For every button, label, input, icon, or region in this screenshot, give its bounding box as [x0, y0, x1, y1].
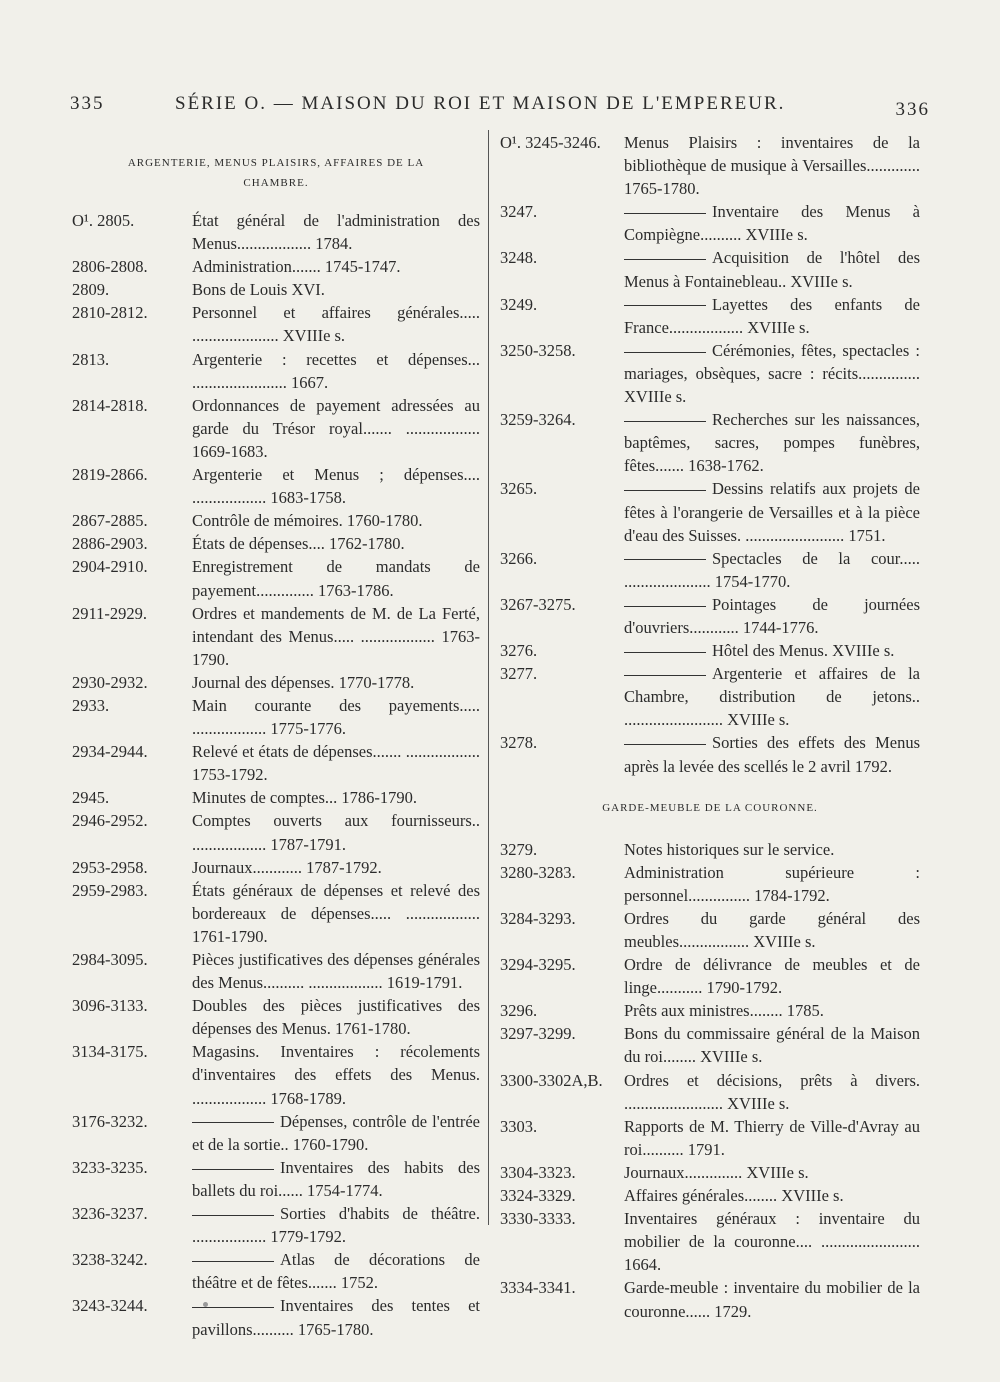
entry-description — [192, 278, 480, 301]
inventory-entry — [500, 1161, 920, 1184]
right-column — [500, 131, 920, 1323]
inventory-entry — [500, 861, 920, 907]
entry-code: 3294-3295. — [500, 955, 576, 975]
entry-description — [624, 293, 920, 339]
inventory-entry — [72, 509, 480, 532]
entry-text: Garde-meuble : inventaire du mobilier de la couronne...... 1729. — [624, 1278, 920, 1321]
entry-text: États de dépenses.... 1762-1780. — [192, 534, 405, 554]
ditto-dash — [192, 1307, 274, 1308]
entry-text: Journaux.............. XVIIIe s. — [624, 1162, 809, 1182]
entry-code: 3259-3264. — [500, 410, 576, 430]
entry-description — [192, 694, 480, 740]
entry-text: Ordre de délivrance de meubles et de linge........... 1790-1792. — [624, 955, 920, 998]
inventory-entry — [72, 278, 480, 301]
ditto-dash — [624, 259, 706, 260]
ditto-dash — [624, 559, 706, 560]
inventory-entry — [500, 547, 920, 593]
entry-description — [624, 1115, 920, 1161]
inventory-entry — [500, 246, 920, 292]
entry-text: Inventaires des tentes et pavillons.......... 1765-1780. — [192, 1296, 480, 1339]
entry-code: 3303. — [500, 1116, 538, 1136]
entry-description — [192, 602, 480, 671]
entry-text: Contrôle de mémoires. 1760-1780. — [192, 511, 423, 531]
page-header — [70, 93, 930, 121]
entry-text: Ordres et mandements de M. de La Ferté, intendant des Menus..... .................. 1763-1790. — [192, 603, 480, 669]
entry-text: Comptes ouverts aux fournisseurs.. .................. 1787-1791. — [192, 811, 480, 854]
entry-code: 2806-2808. — [72, 257, 148, 277]
entry-description — [624, 477, 920, 546]
inventory-entry — [500, 1022, 920, 1068]
inventory-entry — [500, 293, 920, 339]
inventory-entry — [500, 408, 920, 477]
ditto-dash — [624, 421, 706, 422]
inventory-entry — [500, 1207, 920, 1276]
entry-description — [624, 1184, 920, 1207]
entry-description — [624, 999, 920, 1022]
entry-description — [624, 953, 920, 999]
ditto-dash — [624, 352, 706, 353]
entry-text: Minutes de comptes... 1786-1790. — [192, 788, 418, 808]
entry-text: Inventaires généraux : inventaire du mobilier de la couronne.... ........................ 1664. — [624, 1209, 920, 1275]
entry-text: Cérémonies, fêtes, spectacles : mariages, obsèques, sacre : récits............... XVIIIe s. — [624, 340, 920, 407]
entry-text: Relevé et états de dépenses....... .................. 1753-1792. — [192, 742, 480, 785]
entry-description — [192, 1202, 480, 1248]
entry-text: Dessins relatifs aux projets de fêtes à l'orangerie de Versailles et à la pièce d'eau des Suisses. ........................ 1751. — [624, 479, 920, 545]
entry-text: Enregistrement de mandats de payement.............. 1763-1786. — [192, 557, 480, 600]
inventory-entry — [72, 555, 480, 601]
inventory-entry — [72, 532, 480, 555]
entry-code: 2813. — [72, 349, 110, 369]
left-column — [72, 135, 480, 1341]
ditto-dash — [192, 1122, 274, 1123]
ink-dot — [203, 1302, 208, 1307]
entry-code: 3249. — [500, 294, 538, 314]
right-entry-list-top — [500, 131, 920, 778]
inventory-entry — [72, 602, 480, 671]
entry-code: 2819-2866. — [72, 465, 148, 485]
entry-code: 3324-3329. — [500, 1186, 576, 1206]
inventory-entry — [72, 671, 480, 694]
ditto-dash — [624, 744, 706, 745]
entry-text: Inventaire des Menus à Compiègne.......... XVIIIe s. — [624, 202, 920, 245]
inventory-entry — [500, 953, 920, 999]
entry-text: Personnel et affaires générales..... ..................... XVIIIe s. — [192, 303, 480, 346]
entry-text: Layettes des enfants de France.................. XVIIIe s. — [624, 294, 920, 337]
entry-code: 3300-3302A,B. — [500, 1070, 603, 1090]
ditto-dash — [624, 490, 706, 491]
ditto-dash — [624, 305, 706, 306]
entry-code: 3278. — [500, 733, 538, 753]
entry-description — [192, 555, 480, 601]
entry-text: Inventaires des habits des ballets du roi...... 1754-1774. — [192, 1157, 480, 1200]
column-divider — [488, 130, 489, 1225]
right-entry-list-bottom — [500, 838, 920, 1323]
inventory-entry — [72, 1110, 480, 1156]
page-number-left: 335 — [70, 93, 105, 114]
entry-description — [624, 1069, 920, 1115]
inventory-entry — [72, 856, 480, 879]
entry-text: Hôtel des Menus. XVIIIe s. — [712, 641, 895, 661]
entry-code: 3277. — [500, 664, 538, 684]
entry-code: 3334-3341. — [500, 1278, 576, 1298]
entry-code: 2814-2818. — [72, 395, 148, 415]
entry-description — [192, 671, 480, 694]
inventory-entry — [500, 907, 920, 953]
entry-text: Rapports de M. Thierry de Ville-d'Avray au roi.......... 1791. — [624, 1116, 920, 1159]
section-title-garde-meuble: GARDE-MEUBLE DE LA COURONNE. — [602, 801, 818, 814]
inventory-entry — [72, 809, 480, 855]
ditto-dash — [624, 606, 706, 607]
entry-description — [192, 1040, 480, 1109]
entry-code: 3233-3235. — [72, 1157, 148, 1177]
inventory-entry — [72, 301, 480, 347]
entry-description — [192, 348, 480, 394]
ditto-dash — [192, 1169, 274, 1170]
entry-description — [192, 786, 480, 809]
inventory-entry — [500, 593, 920, 639]
entry-code: 3330-3333. — [500, 1209, 576, 1229]
entry-description — [624, 662, 920, 731]
entry-code: 2886-2903. — [72, 534, 148, 554]
entry-code: 3247. — [500, 202, 538, 222]
inventory-entry — [500, 131, 920, 200]
inventory-entry — [72, 948, 480, 994]
entry-text: Journaux............ 1787-1792. — [192, 857, 382, 877]
entry-text: Ordonnances de payement adressées au garde du Trésor royal....... .................. 1669-1683. — [192, 395, 480, 461]
entry-description — [192, 740, 480, 786]
entry-code: 3243-3244. — [72, 1296, 148, 1316]
entry-text: Administration....... 1745-1747. — [192, 257, 401, 277]
entry-description — [624, 861, 920, 907]
inventory-entry — [72, 348, 480, 394]
entry-description — [624, 593, 920, 639]
entry-code: 3304-3323. — [500, 1162, 576, 1182]
entry-text: État général de l'administration des Menus.................. 1784. — [192, 211, 480, 254]
inventory-entry — [500, 838, 920, 861]
entry-code: 2953-2958. — [72, 857, 148, 877]
inventory-entry — [500, 731, 920, 777]
ditto-dash — [624, 213, 706, 214]
inventory-entry — [72, 694, 480, 740]
inventory-entry — [500, 339, 920, 408]
entry-code: 3297-3299. — [500, 1024, 576, 1044]
entry-text: Bons du commissaire général de la Maison du roi........ XVIIIe s. — [624, 1024, 920, 1067]
entry-code: 2930-2932. — [72, 672, 148, 692]
entry-text: Sorties des effets des Menus après la levée des scellés le 2 avril 1792. — [624, 733, 920, 776]
entry-code: O¹. 3245-3246. — [500, 133, 601, 152]
entry-description — [192, 463, 480, 509]
entry-text: Acquisition de l'hôtel des Menus à Fontainebleau.. XVIIIe s. — [624, 248, 920, 291]
inventory-entry — [72, 879, 480, 948]
entry-text: États généraux de dépenses et relevé des bordereaux de dépenses..... .................. 1761-1790. — [192, 880, 480, 946]
entry-text: Argenterie et affaires de la Chambre, distribution de jetons.. ........................ XVIIIe s. — [624, 664, 920, 730]
entry-description — [192, 1110, 480, 1156]
entry-code: 3284-3293. — [500, 908, 576, 928]
entry-description — [624, 1022, 920, 1068]
ditto-dash — [624, 652, 706, 653]
inventory-entry — [72, 1248, 480, 1294]
inventory-entry — [500, 662, 920, 731]
inventory-entry — [72, 740, 480, 786]
entry-code: 2911-2929. — [72, 603, 148, 623]
entry-description — [624, 639, 920, 662]
entry-text: Pointages de journées d'ouvriers............ 1744-1776. — [624, 594, 920, 637]
left-entry-list — [72, 209, 480, 1341]
ditto-dash — [192, 1261, 274, 1262]
entry-code: 2904-2910. — [72, 557, 148, 577]
inventory-entry — [72, 1294, 480, 1340]
entry-text: Notes historiques sur le service. — [624, 839, 835, 859]
entry-text: Atlas de décorations de théâtre et de fêtes....... 1752. — [192, 1250, 480, 1293]
entry-code: 2809. — [72, 280, 110, 300]
entry-code: 2867-2885. — [72, 511, 148, 531]
entry-code: 3134-3175. — [72, 1042, 148, 1062]
entry-text: Sorties d'habits de théâtre. .................. 1779-1792. — [192, 1204, 480, 1247]
entry-description — [624, 1207, 920, 1276]
entry-description — [624, 731, 920, 777]
entry-text: Ordres du garde général des meubles................. XVIIIe s. — [624, 908, 920, 951]
inventory-entry — [72, 463, 480, 509]
section-title-argenterie: ARGENTERIE, MENUS PLAISIRS, AFFAIRES DE LA CHAMBRE. — [127, 157, 425, 189]
entry-code: 3096-3133. — [72, 996, 148, 1016]
inventory-entry — [500, 1276, 920, 1322]
entry-description — [624, 131, 920, 200]
entry-description — [624, 907, 920, 953]
ditto-dash — [192, 1215, 274, 1216]
entry-text: Argenterie et Menus ; dépenses.... .................. 1683-1758. — [192, 465, 480, 508]
entry-description — [192, 532, 480, 555]
inventory-entry — [72, 1156, 480, 1202]
page-number-right: 336 — [895, 99, 930, 120]
entry-description — [192, 809, 480, 855]
entry-code: 2934-2944. — [72, 742, 148, 762]
inventory-entry — [72, 255, 480, 278]
entry-text: Dépenses, contrôle de l'entrée et de la sortie.. 1760-1790. — [192, 1111, 480, 1154]
entry-description — [192, 1248, 480, 1294]
entry-description — [192, 948, 480, 994]
entry-description — [192, 394, 480, 463]
entry-description — [192, 1294, 480, 1340]
inventory-entry — [500, 999, 920, 1022]
entry-text: Affaires générales........ XVIIIe s. — [624, 1186, 844, 1206]
entry-description — [192, 301, 480, 347]
entry-code: 3280-3283. — [500, 862, 576, 882]
entry-code: 2945. — [72, 788, 110, 808]
inventory-entry — [500, 200, 920, 246]
entry-description — [624, 1276, 920, 1322]
entry-code: 2933. — [72, 695, 110, 715]
entry-code: 3248. — [500, 248, 538, 268]
entry-description — [624, 1161, 920, 1184]
entry-description — [192, 209, 480, 255]
entry-text: Pièces justificatives des dépenses générales des Menus.......... .................. 1619-1791. — [192, 950, 480, 993]
ditto-dash — [624, 675, 706, 676]
entry-code: O¹. 2805. — [72, 211, 135, 230]
entry-description — [192, 255, 480, 278]
entry-description — [192, 879, 480, 948]
entry-text: Argenterie : recettes et dépenses... ....................... 1667. — [192, 349, 480, 392]
entry-description — [624, 339, 920, 408]
entry-text: Doubles des pièces justificatives des dépenses des Menus. 1761-1780. — [192, 996, 480, 1039]
entry-text: Magasins. Inventaires : récolements d'inventaires des effets des Menus. .................. 1768-1789. — [192, 1042, 480, 1108]
entry-text: Menus Plaisirs : inventaires de la bibliothèque de musique à Versailles............. 1765-1780. — [624, 133, 920, 199]
entry-description — [624, 200, 920, 246]
inventory-entry — [500, 639, 920, 662]
inventory-entry — [500, 477, 920, 546]
entry-code: 3276. — [500, 641, 538, 661]
entry-code: 2946-2952. — [72, 811, 148, 831]
entry-description — [192, 1156, 480, 1202]
entry-description — [624, 246, 920, 292]
entry-code: 3250-3258. — [500, 340, 576, 360]
inventory-entry — [72, 786, 480, 809]
entry-code: 2810-2812. — [72, 303, 148, 323]
entry-code: 2984-3095. — [72, 950, 148, 969]
entry-description — [192, 509, 480, 532]
entry-text: Bons de Louis XVI. — [192, 280, 325, 300]
entry-code: 3296. — [500, 1001, 538, 1021]
entry-text: Prêts aux ministres........ 1785. — [624, 1001, 824, 1021]
inventory-entry — [500, 1069, 920, 1115]
running-title: SÉRIE O. — MAISON DU ROI ET MAISON DE L'EMPEREUR. — [175, 93, 786, 114]
entry-text: Ordres et décisions, prêts à divers. ........................ XVIIIe s. — [624, 1070, 920, 1113]
entry-code: 3176-3232. — [72, 1111, 148, 1131]
inventory-entry — [500, 1184, 920, 1207]
inventory-entry — [500, 1115, 920, 1161]
entry-description — [192, 994, 480, 1040]
entry-text: Journal des dépenses. 1770-1778. — [192, 672, 415, 692]
inventory-entry — [72, 1040, 480, 1109]
entry-code: 3279. — [500, 839, 538, 859]
entry-code: 2959-2983. — [72, 880, 148, 900]
entry-code: 3265. — [500, 479, 538, 499]
entry-text: Spectacles de la cour..... ..................... 1754-1770. — [624, 548, 920, 591]
entry-text: Recherches sur les naissances, baptêmes, sacres, pompes funèbres, fêtes....... 1638-1762. — [624, 410, 920, 476]
entry-code: 3266. — [500, 548, 538, 568]
entry-description — [192, 856, 480, 879]
entry-code: 3267-3275. — [500, 594, 576, 614]
inventory-entry — [72, 994, 480, 1040]
inventory-entry — [72, 209, 480, 255]
inventory-entry — [72, 394, 480, 463]
entry-description — [624, 408, 920, 477]
entry-code: 3236-3237. — [72, 1204, 148, 1224]
entry-text: Administration supérieure : personnel............... 1784-1792. — [624, 862, 920, 905]
entry-description — [624, 547, 920, 593]
entry-description — [624, 838, 920, 861]
entry-code: 3238-3242. — [72, 1250, 148, 1270]
inventory-entry — [72, 1202, 480, 1248]
entry-text: Main courante des payements..... .................. 1775-1776. — [192, 695, 480, 739]
